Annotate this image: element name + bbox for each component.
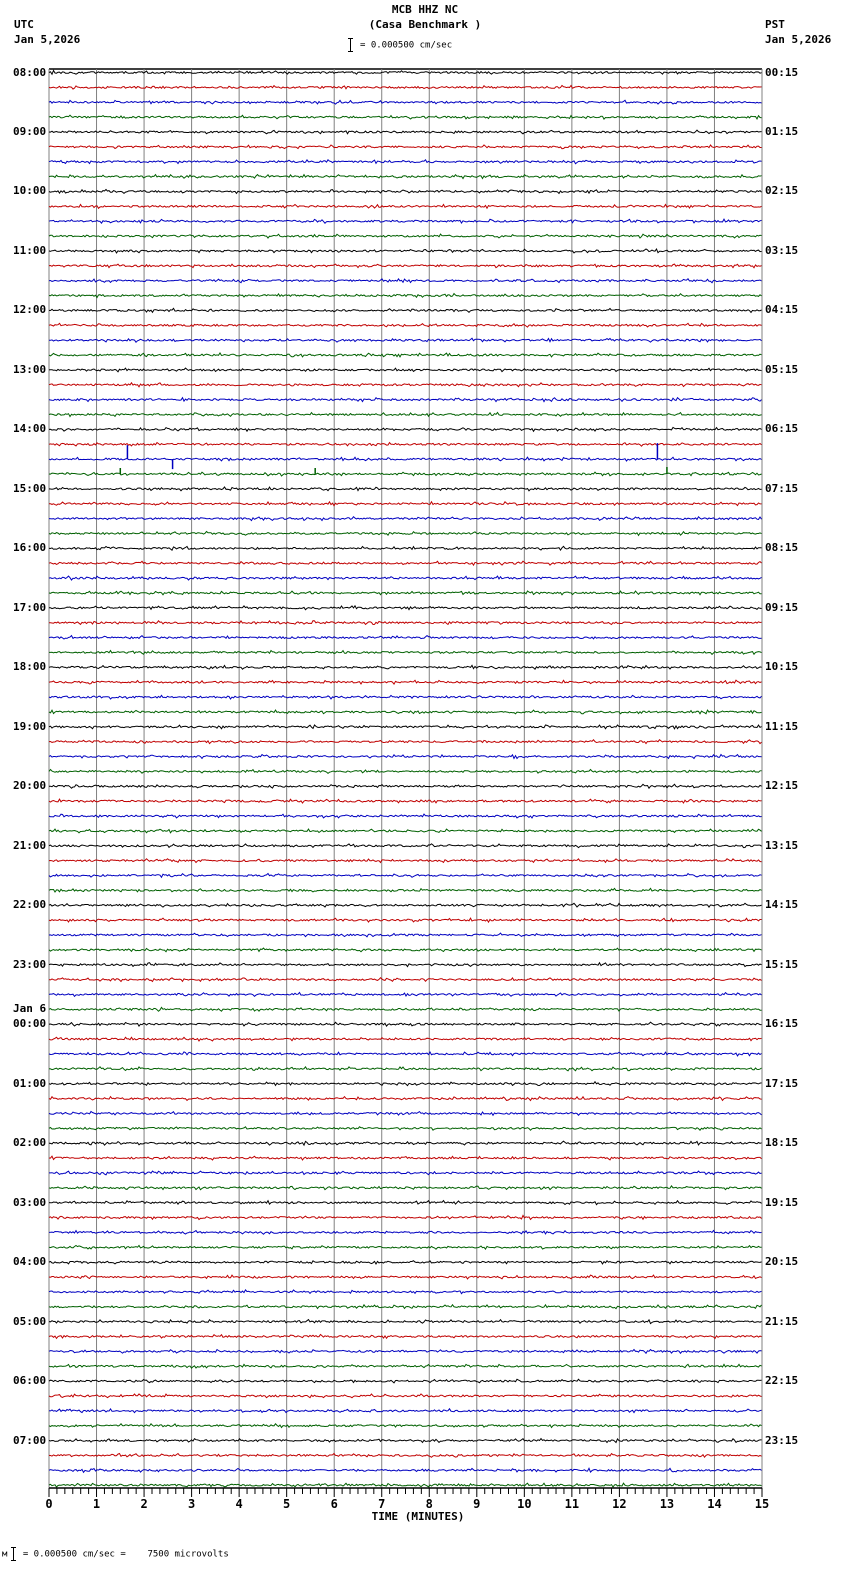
- utc-hour-label: 23:00: [13, 957, 47, 971]
- pst-hour-label: 16:15: [765, 1017, 799, 1031]
- pst-hour-label: 18:15: [765, 1136, 799, 1150]
- utc-hour-label: 04:00: [13, 1255, 47, 1269]
- pst-hour-label: 21:15: [765, 1314, 799, 1328]
- x-tick-label: 3: [187, 1497, 196, 1511]
- pst-hour-label: 12:15: [765, 779, 799, 793]
- x-tick-label: 13: [659, 1497, 675, 1511]
- footer-scale: [2, 1547, 229, 1561]
- pst-hour-label: 00:15: [765, 65, 799, 79]
- utc-hour-label: 07:00: [13, 1433, 47, 1447]
- pst-hour-label: 15:15: [765, 957, 799, 971]
- x-tick-label: 1: [92, 1497, 101, 1511]
- utc-hour-label: 11:00: [13, 243, 47, 257]
- utc-date: Jan 5,2026: [14, 33, 81, 46]
- pst-hour-label: 02:15: [765, 184, 799, 198]
- pst-hour-label: 08:15: [765, 541, 799, 555]
- utc-hour-label: 15:00: [13, 481, 47, 495]
- x-tick-label: 10: [517, 1497, 532, 1511]
- utc-label: UTC: [14, 18, 34, 31]
- x-tick-label: 14: [707, 1497, 722, 1511]
- pst-hour-label: 03:15: [765, 243, 799, 257]
- utc-hour-label: 14:00: [13, 422, 47, 436]
- pst-hour-label: 11:15: [765, 719, 799, 733]
- utc-hour-label: 08:00: [13, 65, 47, 79]
- utc-hour-label: 06:00: [13, 1374, 47, 1388]
- x-tick-label: 6: [330, 1497, 338, 1511]
- x-tick-label: 12: [612, 1497, 627, 1511]
- pst-hour-label: 23:15: [765, 1433, 799, 1447]
- pst-hour-label: 20:15: [765, 1255, 799, 1269]
- pst-hour-label: 10:15: [765, 660, 799, 674]
- x-tick-label: 4: [235, 1497, 243, 1511]
- station-title: MCB HHZ NC: [391, 3, 459, 16]
- utc-hour-label: 02:00: [13, 1136, 47, 1150]
- pst-hour-label: 09:15: [765, 600, 799, 614]
- pst-hour-label: 17:15: [765, 1076, 799, 1090]
- pst-hour-label: 01:15: [765, 124, 799, 138]
- pst-hour-label: 22:15: [765, 1374, 799, 1388]
- utc-hour-label: 20:00: [13, 779, 47, 793]
- x-tick-label: 0: [45, 1497, 53, 1511]
- x-tick-label: 5: [283, 1497, 291, 1511]
- utc-hour-label: 21:00: [13, 838, 47, 852]
- utc-hour-label: 10:00: [13, 184, 47, 198]
- pst-date: Jan 5,2026: [765, 33, 832, 46]
- footer-prefix: м: [2, 1549, 8, 1560]
- utc-hour-label: 16:00: [13, 541, 47, 555]
- pst-hour-label: 06:15: [765, 422, 799, 436]
- pst-hour-label: 19:15: [765, 1195, 799, 1209]
- utc-hour-label: 13:00: [13, 362, 47, 376]
- x-tick-label: 9: [473, 1497, 481, 1511]
- scale-bar-icon: [13, 1547, 19, 1561]
- utc-hour-label: 05:00: [13, 1314, 47, 1328]
- footer-text: = 0.000500 cm/sec = 7500 microvolts: [22, 1549, 229, 1560]
- utc-hour-label: 19:00: [13, 719, 47, 733]
- x-tick-label: 15: [754, 1497, 770, 1511]
- utc-hour-label: 01:00: [13, 1076, 47, 1090]
- pst-hour-label: 04:15: [765, 303, 799, 317]
- pst-label: PST: [765, 18, 785, 31]
- pst-hour-label: 14:15: [765, 898, 799, 912]
- utc-date-change-label: Jan 6: [13, 1002, 47, 1016]
- utc-hour-label: 03:00: [13, 1195, 47, 1209]
- x-tick-label: 7: [378, 1497, 386, 1511]
- x-tick-label: 11: [564, 1497, 580, 1511]
- x-tick-label: 2: [140, 1497, 148, 1511]
- utc-hour-label: 12:00: [13, 303, 47, 317]
- site-title: (Casa Benchmark ): [368, 18, 482, 31]
- x-axis-label: TIME (MINUTES): [371, 1510, 465, 1523]
- utc-hour-label: 17:00: [13, 600, 47, 614]
- utc-hour-label: 00:00: [13, 1017, 47, 1031]
- scale-text: = 0.000500 cm/sec: [360, 40, 453, 51]
- utc-hour-label: 22:00: [13, 898, 47, 912]
- utc-hour-label: 09:00: [13, 124, 47, 138]
- pst-hour-label: 05:15: [765, 362, 799, 376]
- x-tick-label: 8: [425, 1497, 433, 1511]
- utc-hour-label: 18:00: [13, 660, 47, 674]
- pst-hour-label: 07:15: [765, 481, 799, 495]
- pst-hour-label: 13:15: [765, 838, 799, 852]
